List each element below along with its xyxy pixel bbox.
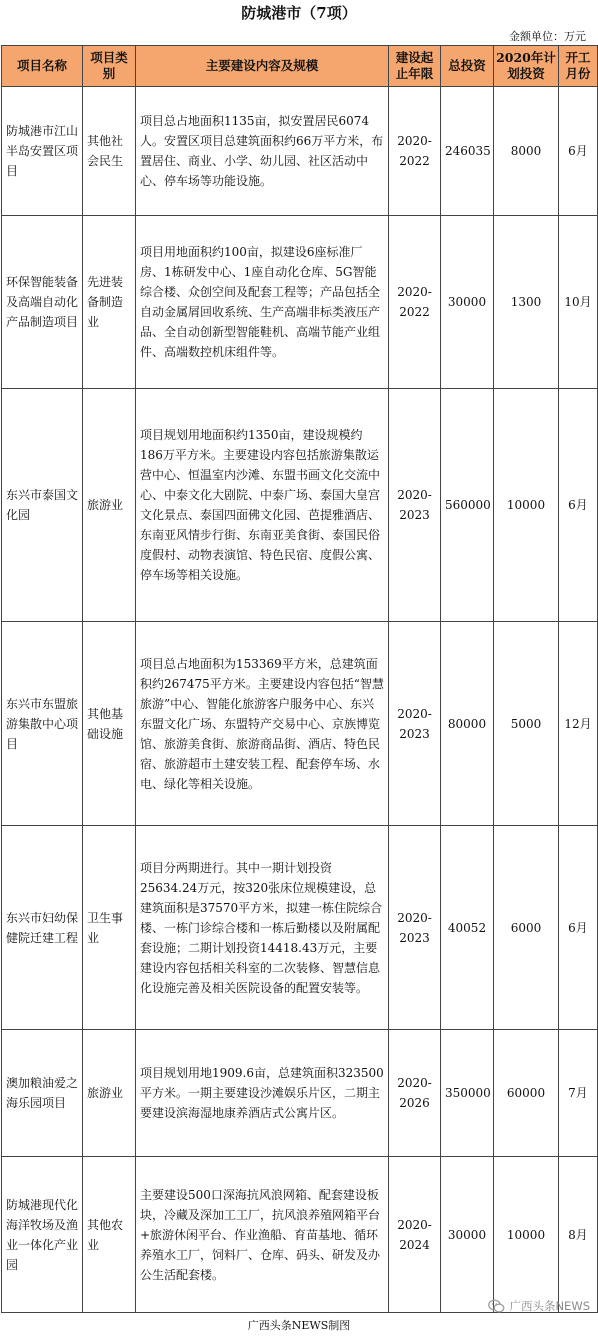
content-cell: 项目规划用地1909.6亩，总建筑面积323500平方米。一期主要建设沙滩娱乐片区，二期主要建设滨海湿地康养酒店式公寓片区。 xyxy=(136,1030,389,1157)
header-project-name: 项目名称 xyxy=(2,46,83,87)
table-row xyxy=(2,1030,598,1157)
start-month-cell: 7月 xyxy=(559,1030,598,1157)
period-cell: 2020-2023 xyxy=(389,826,441,1030)
category-cell: 其他基础设施 xyxy=(83,622,136,826)
header-category: 项目类别 xyxy=(83,46,136,87)
period-cell: 2020-2024 xyxy=(389,1157,441,1313)
start-month-cell: 6月 xyxy=(559,87,598,216)
category-cell: 卫生事业 xyxy=(83,826,136,1030)
project-name-cell: 防城港市江山半岛安置区项目 xyxy=(2,87,83,216)
content-cell: 主要建设500口深海抗风浪网箱、配套建设板块，冷藏及深加工工厂，抗风浪养殖网箱平台+旅游休闲平台、作业渔船、育苗基地、循环养殖水工厂，饲料厂、仓库、码头、研发及办公生活配套楼。 xyxy=(136,1157,389,1313)
start-month-cell: 6月 xyxy=(559,826,598,1030)
content-cell: 项目规划用地面积约1350亩，建设规模约186万平方米。主要建设内容包括旅游集散运营中心、恒温室内沙滩、东盟书画文化交流中心、中泰文化大剧院、中泰广场、泰国大皇宫文化景点、泰国四面佛文化园、芭提雅酒店、东南亚风情步行街、东南亚美食街、泰国民俗度假村、动物表演馆、特色民宿、度假公寓、停车场等相关设施。 xyxy=(136,389,389,622)
unit-note: 金额单位：万元 xyxy=(509,30,586,43)
table-row xyxy=(2,389,598,622)
start-month-cell: 8月 xyxy=(559,1157,598,1313)
period-cell: 2020-2022 xyxy=(389,216,441,389)
project-name-cell: 东兴市东盟旅游集散中心项目 xyxy=(2,622,83,826)
table-row xyxy=(2,826,598,1030)
table-row xyxy=(2,87,598,216)
content-cell: 项目分两期进行。其中一期计划投资25634.24万元，按320张床位规模建设，总建筑面积是37570平方米，拟建一栋住院综合楼、一栋门诊综合楼和一栋后勤楼以及附属配套设施；二期计划投资14418.43万元，主要建设内容包括相关科室的二次装修、智慧信息化设施完善及相关医院设备的配置安装等。 xyxy=(136,826,389,1030)
wechat-icon xyxy=(488,1299,505,1314)
category-cell: 其他农业 xyxy=(83,1157,136,1313)
header-start-month: 开工月份 xyxy=(559,46,598,87)
footer-credit: 广西头条NEWS制图 xyxy=(247,1319,351,1332)
content-cell: 项目总占地面积1135亩，拟安置居民6074人。安置区项目总建筑面积约66万平方米，布置居住、商业、小学、幼儿园、社区活动中心、停车场等功能设施。 xyxy=(136,87,389,216)
header-total-investment: 总投资 xyxy=(441,46,494,87)
total-investment-cell: 30000 xyxy=(441,216,494,389)
content-cell: 项目总占地面积为153369平方米，总建筑面积约267475平方米。主要建设内容包括“智慧旅游”中心、智能化旅游客户服务中心、东兴东盟文化广场、东盟特产交易中心、京族博览馆、旅游美食街、旅游商品街、酒店、特色民宿、旅游超市土建安装工程、配套停车场、水电、绿化等相关设施。 xyxy=(136,622,389,826)
header-content: 主要建设内容及规模 xyxy=(136,46,389,87)
plan-investment-cell: 60000 xyxy=(494,1030,559,1157)
plan-investment-cell: 5000 xyxy=(494,622,559,826)
header-plan-investment: 2020年计划投资 xyxy=(494,46,559,87)
project-name-cell: 东兴市泰国文化园 xyxy=(2,389,83,622)
header-period: 建设起止年限 xyxy=(389,46,441,87)
watermark xyxy=(488,1297,590,1315)
project-table xyxy=(1,45,598,1313)
page-title: 防城港市（7项） xyxy=(241,4,357,22)
plan-investment-cell: 8000 xyxy=(494,87,559,216)
total-investment-cell: 40052 xyxy=(441,826,494,1030)
period-cell: 2020-2022 xyxy=(389,87,441,216)
plan-investment-cell: 10000 xyxy=(494,389,559,622)
plan-investment-cell: 1300 xyxy=(494,216,559,389)
watermark-text: 广西头条NEWS xyxy=(509,1299,590,1313)
plan-investment-cell: 10000 xyxy=(494,1157,559,1313)
category-cell: 先进装备制造业 xyxy=(83,216,136,389)
category-cell: 旅游业 xyxy=(83,1030,136,1157)
start-month-cell: 10月 xyxy=(559,216,598,389)
category-cell: 其他社会民生 xyxy=(83,87,136,216)
table-row xyxy=(2,1157,598,1313)
start-month-cell: 12月 xyxy=(559,622,598,826)
category-cell: 旅游业 xyxy=(83,389,136,622)
table-row xyxy=(2,216,598,389)
period-cell: 2020-2026 xyxy=(389,1030,441,1157)
total-investment-cell: 30000 xyxy=(441,1157,494,1313)
project-name-cell: 东兴市妇幼保健院迁建工程 xyxy=(2,826,83,1030)
project-name-cell: 澳加粮油爱之海乐园项目 xyxy=(2,1030,83,1157)
period-cell: 2020-2023 xyxy=(389,622,441,826)
total-investment-cell: 80000 xyxy=(441,622,494,826)
project-name-cell: 防城港现代化海洋牧场及渔业一体化产业园 xyxy=(2,1157,83,1313)
project-name-cell: 环保智能装备及高端自动化产品制造项目 xyxy=(2,216,83,389)
total-investment-cell: 560000 xyxy=(441,389,494,622)
header-row xyxy=(2,46,598,87)
total-investment-cell: 350000 xyxy=(441,1030,494,1157)
table-row xyxy=(2,622,598,826)
plan-investment-cell: 6000 xyxy=(494,826,559,1030)
content-cell: 项目用地面积约100亩，拟建设6座标准厂房、1栋研发中心、1座自动化仓库、5G智能综合楼、众创空间及配套工程等；产品包括全自动金属屑回收系统、生产高端非标类液压产品、全自动创新型智能鞋机、高端节能产业组件、高端数控机床组件等。 xyxy=(136,216,389,389)
period-cell: 2020-2023 xyxy=(389,389,441,622)
total-investment-cell: 246035 xyxy=(441,87,494,216)
start-month-cell: 6月 xyxy=(559,389,598,622)
